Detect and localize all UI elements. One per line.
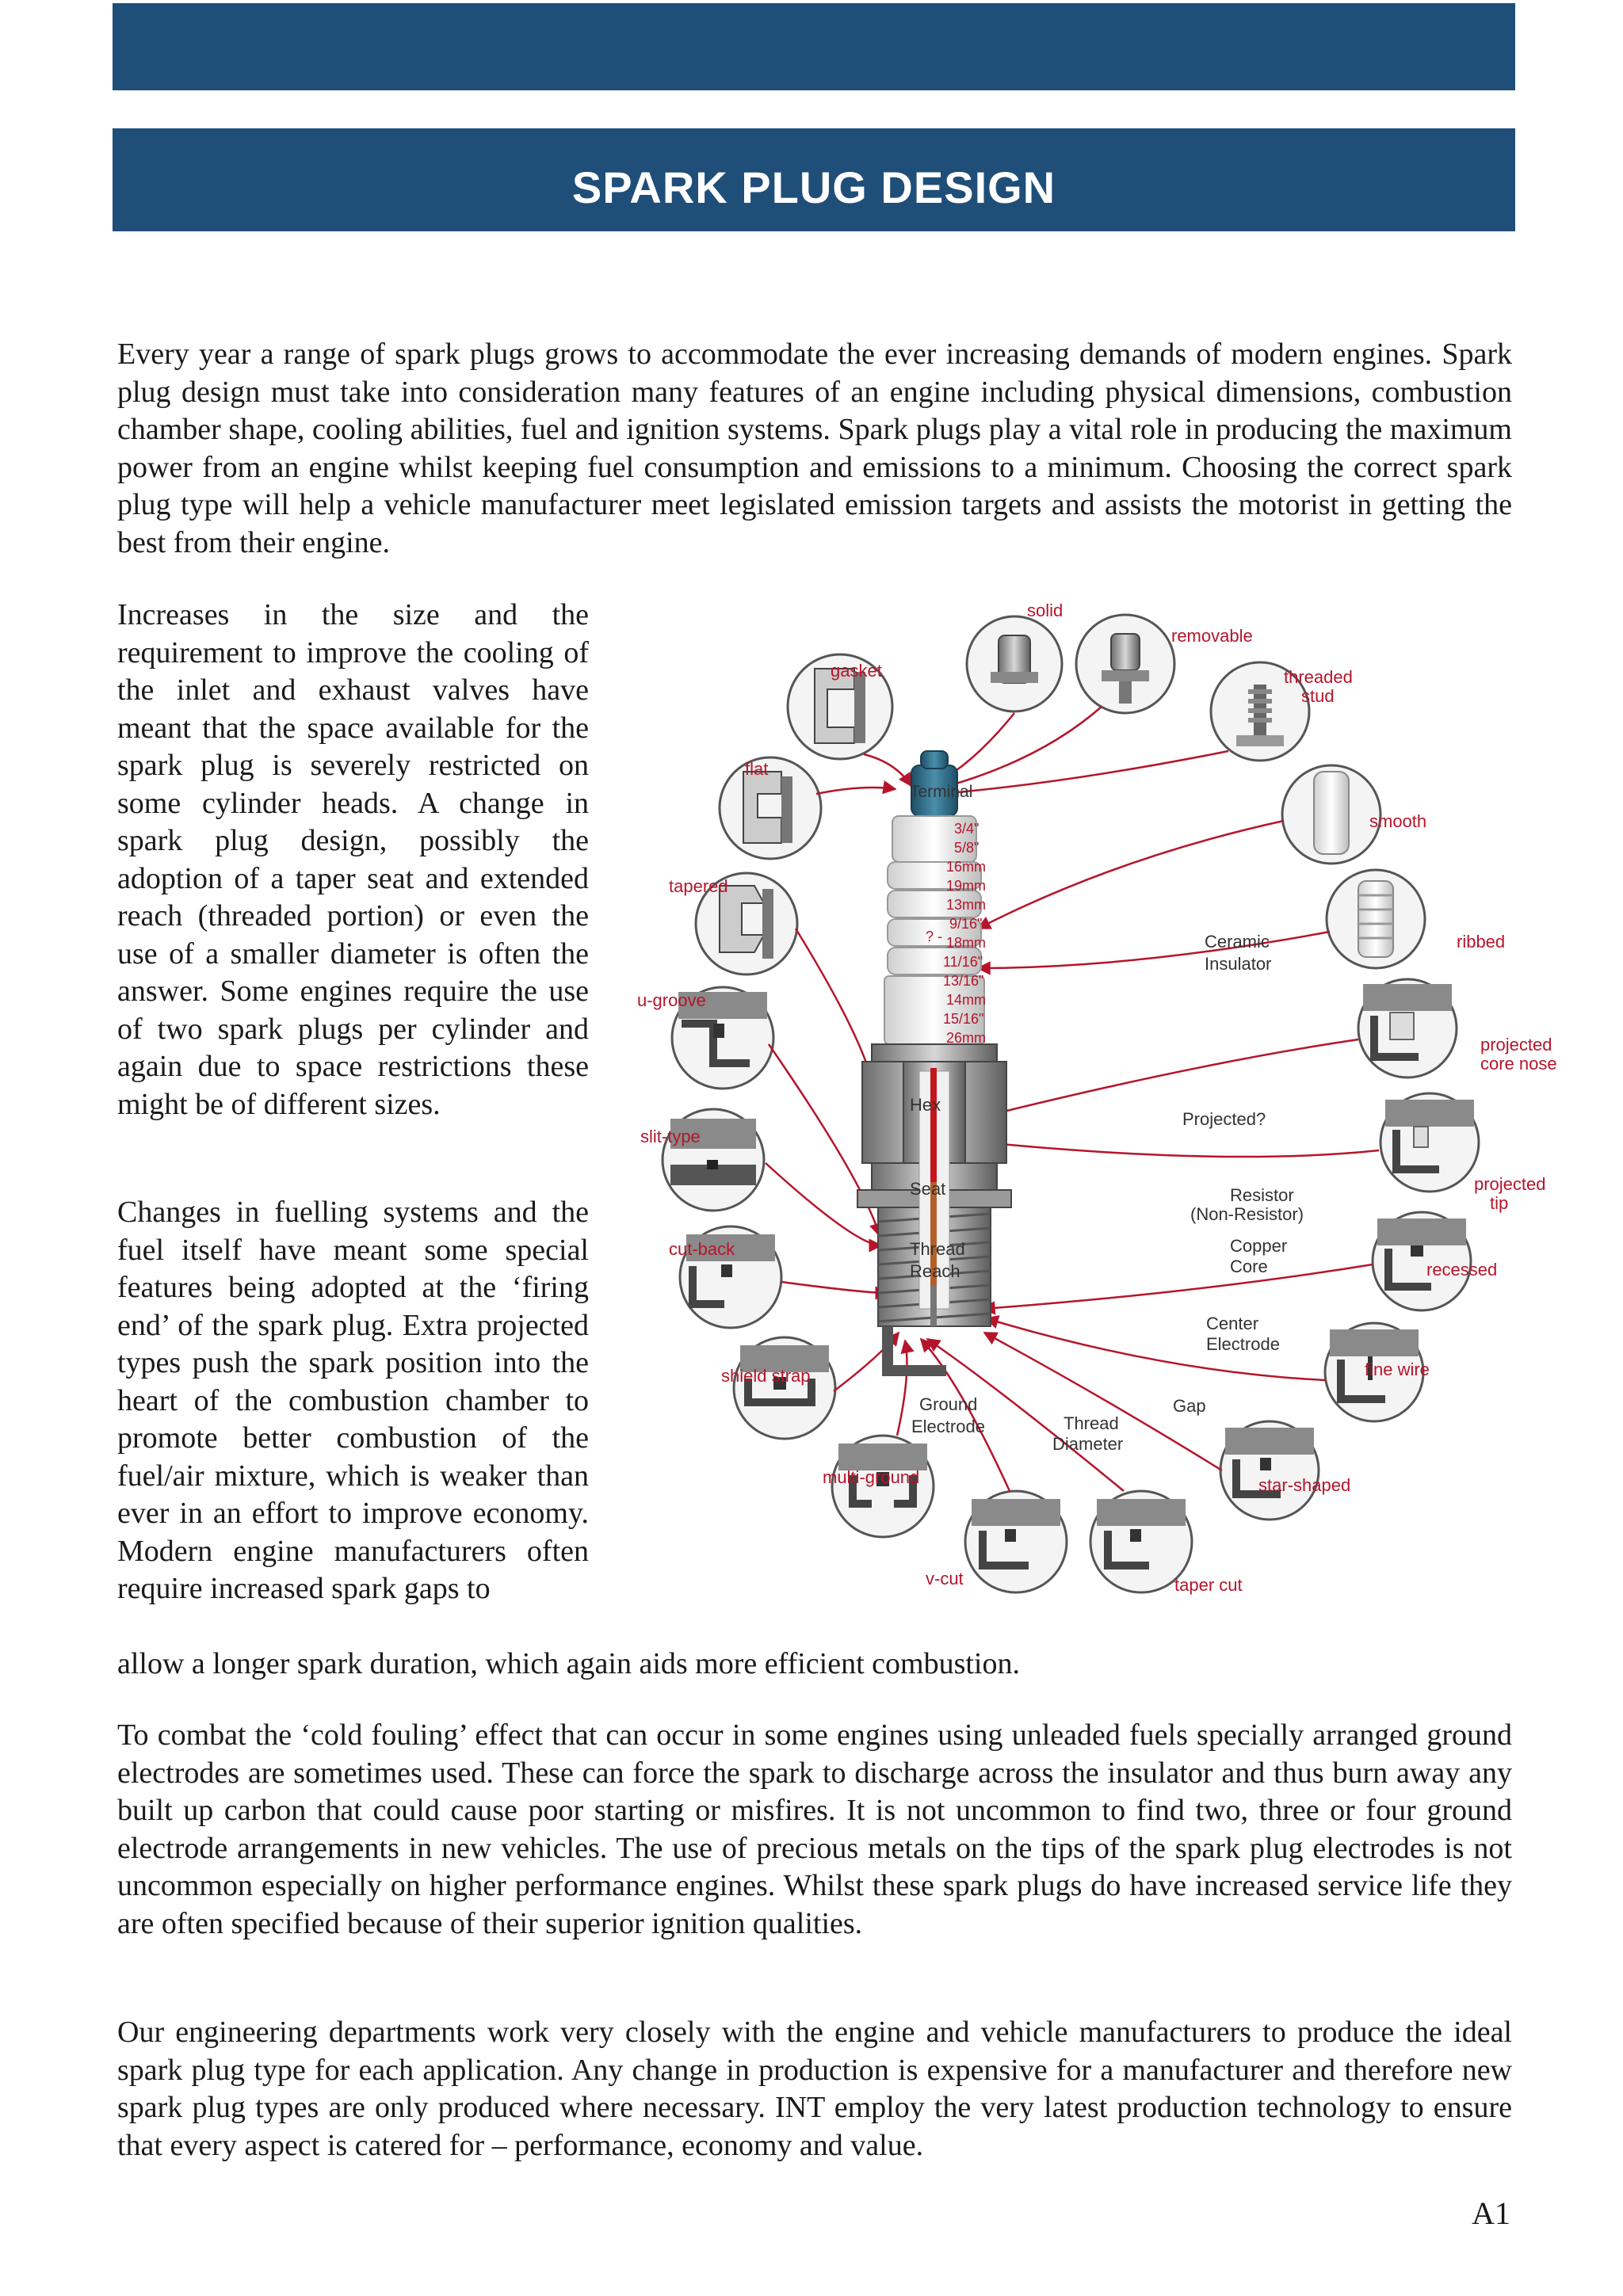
label-ribbed: ribbed [1457, 932, 1506, 952]
label-center-electrode: Electrode [1206, 1334, 1280, 1354]
label-gap: Gap [1173, 1396, 1206, 1416]
variant-ribbed [1327, 870, 1425, 968]
reach-size: 26mm [946, 1030, 987, 1046]
header-band [113, 3, 1515, 90]
label-question: ? - [926, 929, 943, 944]
label-u-groove: u-groove [637, 990, 706, 1010]
label-hex: Hex [910, 1095, 941, 1115]
label-gasket: gasket [831, 661, 882, 681]
column-paragraph-1: Increases in the size and the requirement to improve the cooling of the inlet and exhaust valves have meant that the space available for the spark plug is severely restricted on some cylinder heads. A change in spark plug design, possibly the adoption of a taper seat and extended reach (threaded portion) or even the use of a smaller diameter is often the answer. Some engines require the use of two spark plugs per cylinder and again due to space restrictions these might be of different sizes. [117, 598, 589, 1121]
reach-size: 5/8" [954, 840, 980, 856]
label-copper: Copper [1230, 1236, 1288, 1256]
label-diameter: Diameter [1052, 1434, 1124, 1454]
paragraph-3: To combat the ‘cold fouling’ effect that can occur in some engines using unleaded fuels specially arranged ground electrodes are sometimes used. These can force the spark to discharge across the insulator and thus burn away any built up carbon that could cause poor starting or misfires. It is not uncommon to find two, three or four ground electrode arrangements in new vehicles. The use of precious metals on the tips of the spark plug electrodes is not uncommon especially on higher performance engines. Whilst these spark plugs do have increased service life they are often specified because of their superior ignition qualities. [117, 1718, 1512, 1940]
label-thread-reach-2: Reach [910, 1261, 960, 1281]
label-recessed: recessed [1426, 1260, 1498, 1280]
label-multi-ground: multi-ground [823, 1467, 920, 1487]
paragraph-4: Our engineering departments work very closely with the engine and vehicle manufacturers to produce the ideal spark plug type for each application. Any change in production is expensive for a manufacturer and therefore new spark plug types are only produced where necessary. INT employ the very latest production technology to ensure that every aspect is catered for – performance, economy and value. [117, 2016, 1512, 2162]
label-tip: tip [1490, 1193, 1509, 1213]
label-seat: Seat [910, 1179, 946, 1199]
label-projected-tip: projected [1474, 1174, 1546, 1194]
label-v-cut: v-cut [926, 1569, 964, 1589]
label-core: Core [1230, 1257, 1268, 1276]
label-projected-q: Projected? [1182, 1109, 1266, 1129]
column-paragraph-2: Changes in fuelling systems and the fuel itself have meant some special features being adopted at the ‘firing end’ of the spark plug. Extra projected types push the spark position into the heart of the combustion chamber to promote better combustion of the fuel/air mixture, which is weaker than ever in an effort to improve economy. Modern engine manufacturers often require increased spark gaps to [117, 1196, 589, 1605]
variant-star-shaped [1220, 1421, 1319, 1520]
label-slit-type: slit-type [640, 1127, 701, 1146]
intro-paragraph: Every year a range of spark plugs grows to accommodate the ever increasing demands of modern engines. Spark plug design must take into consideration many features of an engine including physical dimensions, combustion chamber shape, cooling abilities, fuel and ignition systems. Spark plugs play a vital role in producing the maximum power from an engine whilst keeping fuel consumption and emissions to a minimum. Choosing the correct spark plug type will help a vehicle manufacturer meet legislated emission targets and assists the motorist in getting the best from their engine. [117, 338, 1512, 559]
reach-size: 16mm [946, 859, 987, 875]
page-title: SPARK PLUG DESIGN [571, 162, 1056, 212]
label-ground-electrode: Electrode [911, 1417, 985, 1436]
label-stud: stud [1301, 686, 1335, 706]
label-cut-back: cut-back [669, 1239, 735, 1259]
label-shield-strap: shield strap [721, 1366, 811, 1386]
variant-slit-type [663, 1109, 764, 1211]
reach-size: 15/16" [943, 1011, 984, 1027]
page-number: A1 [1472, 2195, 1510, 2231]
variant-projected-tip [1381, 1093, 1479, 1192]
variant-flat [720, 757, 821, 859]
reach-size: 19mm [946, 878, 987, 894]
variant-v-cut [965, 1491, 1067, 1592]
variant-solid [967, 616, 1062, 711]
spark-plug-diagram-svg [626, 596, 1557, 1618]
label-solid: solid [1027, 601, 1064, 620]
label-ceramic: Ceramic [1205, 932, 1270, 952]
label-non-resistor: (Non-Resistor) [1190, 1204, 1304, 1224]
reach-size: 9/16" [949, 916, 983, 932]
label-tapered: tapered [669, 876, 728, 896]
column-paragraph-2-tail: allow a longer spark duration, which again aids more efficient combustion. [117, 1647, 1020, 1680]
label-center: Center [1206, 1314, 1259, 1333]
label-ground: Ground [919, 1394, 978, 1414]
title-band [113, 128, 1515, 231]
variant-shield-strap [734, 1337, 835, 1439]
label-removable: removable [1171, 626, 1253, 646]
reach-size: 3/4" [954, 821, 980, 837]
reach-size: 13/16" [943, 973, 984, 989]
variant-projected-core-nose [1358, 979, 1457, 1077]
reach-size: 13mm [946, 897, 987, 913]
spark-plug-diagram [626, 596, 1557, 1618]
variant-smooth [1282, 765, 1381, 864]
reach-size: 14mm [946, 992, 987, 1008]
reach-size: 11/16" [943, 954, 983, 970]
reach-size: 18mm [946, 935, 987, 951]
label-thread-reach-1: Thread [910, 1239, 965, 1259]
label-taper-cut: taper cut [1174, 1575, 1243, 1595]
label-smooth: smooth [1369, 811, 1427, 831]
label-thread: Thread [1064, 1413, 1119, 1433]
label-star-shaped: star-shaped [1258, 1475, 1351, 1495]
label-projected-core: projected [1480, 1035, 1552, 1055]
label-fine-wire: fine wire [1365, 1360, 1430, 1379]
variant-removable [1076, 615, 1174, 713]
label-core-nose: core nose [1480, 1054, 1557, 1074]
label-insulator: Insulator [1205, 954, 1272, 974]
label-terminal: Terminal [910, 783, 973, 801]
label-threaded: threaded [1284, 667, 1353, 687]
label-resistor: Resistor [1230, 1185, 1294, 1205]
label-flat: flat [745, 759, 769, 779]
